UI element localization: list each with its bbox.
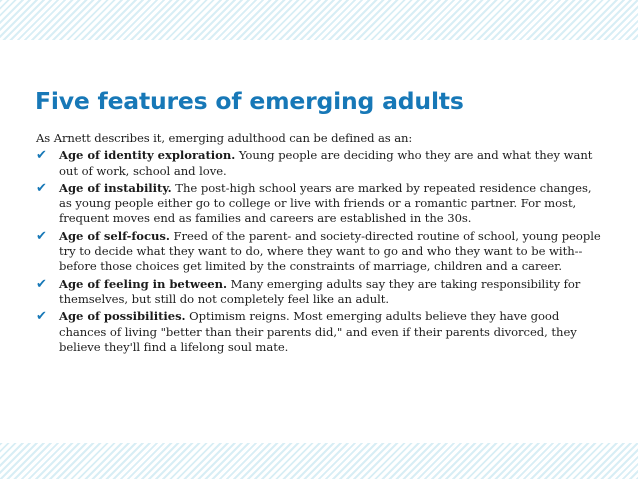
checkmark-icon: ✔	[36, 309, 47, 325]
feature-item-possibilities	[36, 309, 606, 355]
checkmark-icon: ✔	[36, 180, 47, 196]
top-decorative-band	[0, 0, 638, 40]
feature-term: Age of possibilities.	[59, 309, 186, 324]
bottom-decorative-band	[0, 443, 638, 479]
feature-description: Optimism reigns. Most emerging adults believe they have good chances of living "better than their parents did," and even if their parents divorced, they believe they'll find a lifelong soul mate.	[59, 309, 577, 354]
checkmark-icon: ✔	[36, 276, 47, 292]
feature-term: Age of instability.	[59, 180, 172, 195]
feature-description: Freed of the parent- and society-directed routine of school, young people try to decide what they want to do, where they want to go and who they want to be with--before those choices get limited by the constraints of marriage, children and a career.	[59, 228, 601, 274]
checkmark-icon: ✔	[36, 228, 47, 244]
feature-item-identity	[36, 148, 606, 179]
feature-list	[36, 148, 606, 355]
checkmark-icon: ✔	[36, 148, 47, 164]
slide-content	[36, 131, 606, 357]
feature-item-instability	[36, 181, 606, 227]
feature-description: Many emerging adults say they are taking responsibility for themselves, but still do not completely feel like an adult.	[59, 276, 581, 306]
feature-description: The post-high school years are marked by repeated residence changes, as young people either go to college or live with friends or a romantic partner. For most, frequent moves end as families and careers are established in the 30s.	[59, 180, 592, 226]
slide-title: Five features of emerging adults	[35, 87, 464, 115]
feature-description: Young people are deciding who they are and what they want out of work, school and love.	[59, 148, 593, 178]
feature-item-self-focus	[36, 229, 606, 275]
feature-item-in-between	[36, 277, 606, 308]
feature-term: Age of identity exploration.	[59, 148, 236, 163]
intro-text: As Arnett describes it, emerging adulthood can be defined as an:	[36, 131, 413, 145]
feature-term: Age of self-focus.	[59, 228, 170, 243]
feature-term: Age of feeling in between.	[59, 276, 227, 291]
